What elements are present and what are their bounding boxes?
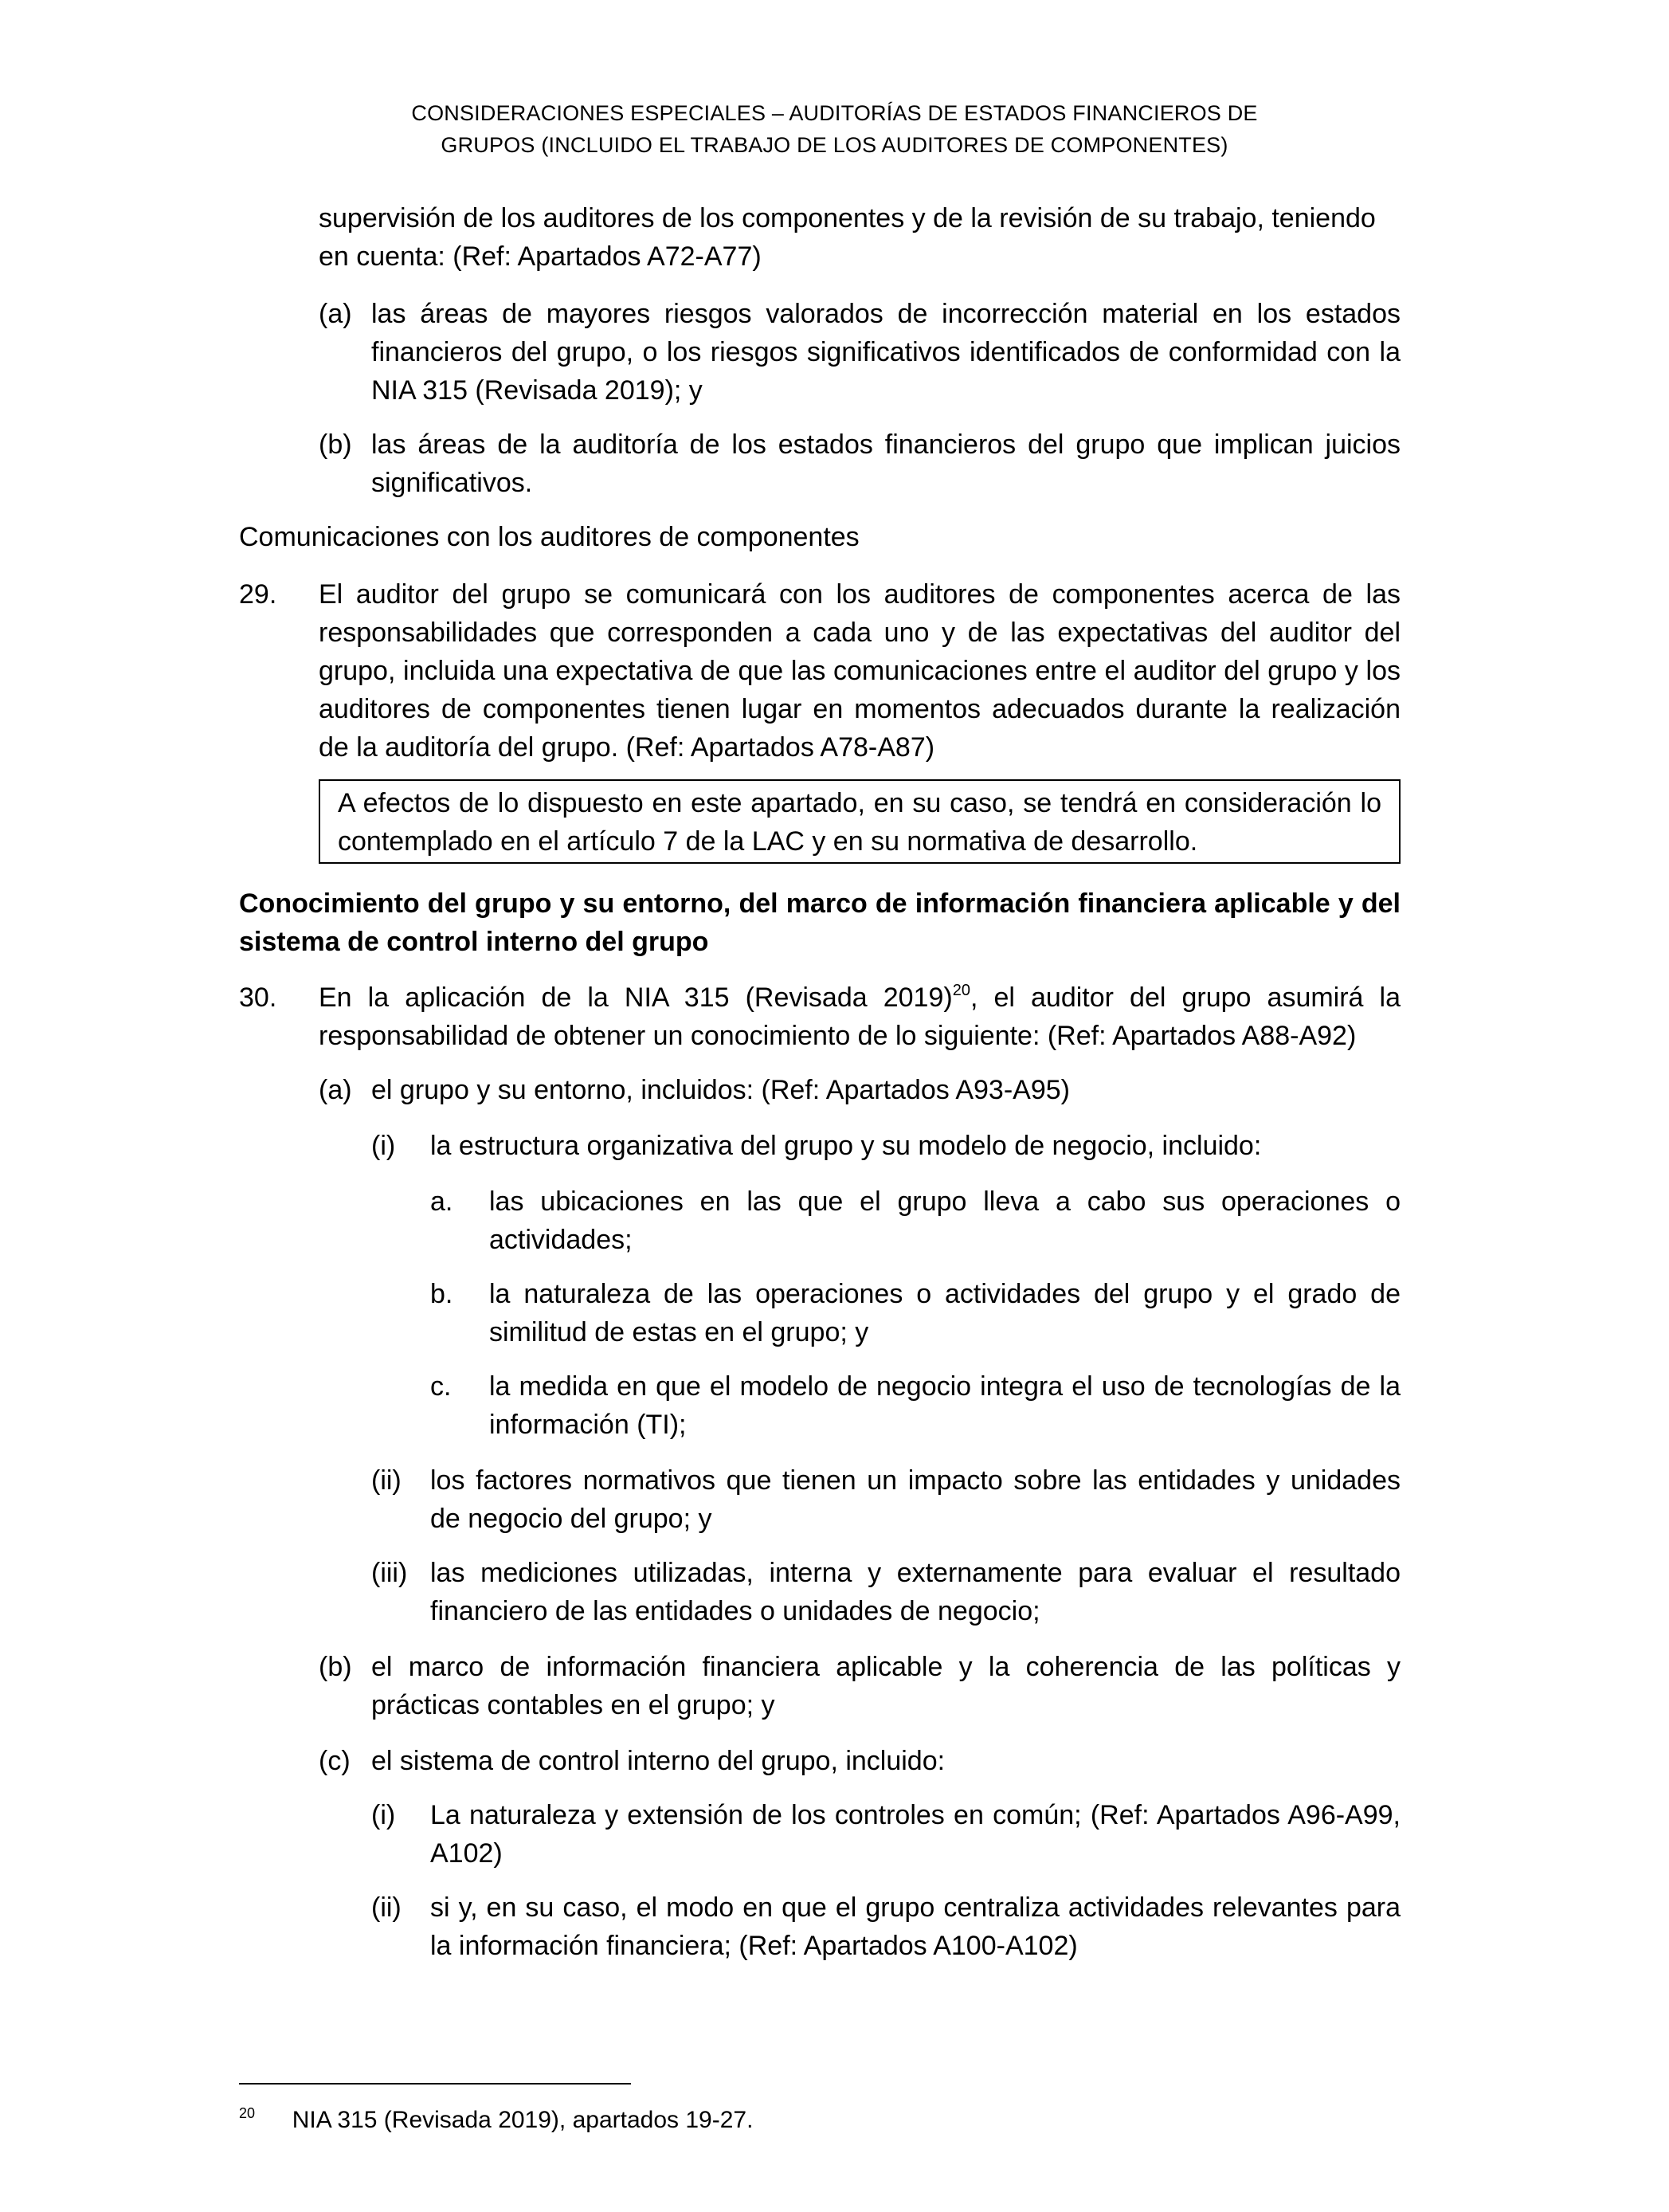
item-label: (a) (319, 1075, 352, 1105)
item-label: b. (430, 1279, 453, 1309)
item-text: la estructura organizativa del grupo y su modelo de negocio, incluido: (430, 1131, 1262, 1161)
footnote-number: 20 (239, 2105, 256, 2121)
running-header (239, 97, 1430, 161)
item-label: (b) (319, 1652, 352, 1682)
footnote-text: NIA 315 (Revisada 2019), apartados 19-27. (292, 2107, 754, 2133)
section-title-comunicaciones: Comunicaciones con los auditores de componentes (239, 522, 860, 552)
item-text: los factores normativos que tienen un impacto sobre las entidades y unidades de negocio del grupo; y (430, 1465, 1401, 1534)
item-label: (iii) (371, 1558, 408, 1588)
item-label: (a) (319, 299, 352, 329)
item-label: (i) (371, 1800, 396, 1830)
item-label: (b) (319, 429, 352, 460)
boxed-note: A efectos de lo dispuesto en este apartado, en su caso, se tendrá en consideración lo contemplado en el artículo 7 de la LAC y en su normativa de desarrollo. (319, 779, 1401, 864)
item-label: (ii) (371, 1465, 402, 1496)
item-label: (ii) (371, 1892, 402, 1923)
item-text: el sistema de control interno del grupo, incluido: (371, 1746, 946, 1776)
footnote-separator (239, 2083, 631, 2085)
item-text: las áreas de mayores riesgos valorados de incorrección material en los estados financieros del grupo, o los riesgos significativos identificados de conformidad con la NIA 315 (Revisada 2019); y (371, 299, 1401, 406)
item-label: a. (430, 1186, 453, 1217)
item-text: las mediciones utilizadas, interna y externamente para evaluar el resultado financiero de las entidades o unidades de negocio; (430, 1558, 1401, 1626)
item-text: las ubicaciones en las que el grupo lleva a cabo sus operaciones o actividades; (489, 1186, 1401, 1255)
paragraph-text: El auditor del grupo se comunicará con los auditores de componentes acerca de las responsabilidades que corresponden a cada uno y de las expectativas del auditor del grupo, incluida una expectativa de que las comunicaciones entre el auditor del grupo y los auditores de componentes tienen lugar en momentos adecuados durante la realización de la auditoría del grupo. (Ref: Apartados A78-A87) (319, 579, 1401, 763)
para-30-text-after: , el auditor del grupo asumirá la responsabilidad de obtener un conocimiento de lo siguiente: (Ref: Apartados A88-A92) (319, 982, 1401, 1051)
paragraph-text (319, 979, 1401, 1055)
item-label: (c) (319, 1746, 351, 1776)
item-text: el marco de información financiera aplicable y la coherencia de las políticas y prácticas contables en el grupo; y (371, 1652, 1401, 1720)
item-text: las áreas de la auditoría de los estados financieros del grupo que implican juicios significativos. (371, 429, 1401, 498)
section-title-conocimiento: Conocimiento del grupo y su entorno, del marco de información financiera aplicable y del sistema de control interno del grupo (239, 888, 1401, 957)
item-label: c. (430, 1371, 452, 1402)
para-30-text-before: En la aplicación de la NIA 315 (Revisada 2019) (319, 982, 953, 1013)
intro-paragraph (319, 199, 1401, 276)
intro-line-2: en cuenta: (Ref: Apartados A72-A77) (319, 241, 762, 272)
item-text: si y, en su caso, el modo en que el grupo centraliza actividades relevantes para la información financiera; (Ref: Apartados A100-A102) (430, 1892, 1401, 1961)
paragraph-number: 30. (239, 982, 277, 1013)
footnote-reference: 20 (952, 982, 970, 999)
item-text: la naturaleza de las operaciones o actividades del grupo y el grado de similitud de estas en el grupo; y (489, 1279, 1401, 1347)
footnote (239, 2097, 753, 2136)
item-text: La naturaleza y extensión de los controles en común; (Ref: Apartados A96-A99, A102) (430, 1800, 1401, 1869)
intro-line-1: supervisión de los auditores de los componentes y de la revisión de su trabajo, teniendo (319, 203, 1376, 233)
paragraph-number: 29. (239, 579, 277, 610)
item-text: el grupo y su entorno, incluidos: (Ref: Apartados A93-A95) (371, 1075, 1070, 1105)
item-label: (i) (371, 1131, 396, 1161)
header-line-1: CONSIDERACIONES ESPECIALES – AUDITORÍAS DE ESTADOS FINANCIEROS DE (411, 101, 1258, 125)
header-line-2: GRUPOS (INCLUIDO EL TRABAJO DE LOS AUDITORES DE COMPONENTES) (441, 133, 1228, 157)
item-text: la medida en que el modelo de negocio integra el uso de tecnologías de la información (TI); (489, 1371, 1401, 1440)
